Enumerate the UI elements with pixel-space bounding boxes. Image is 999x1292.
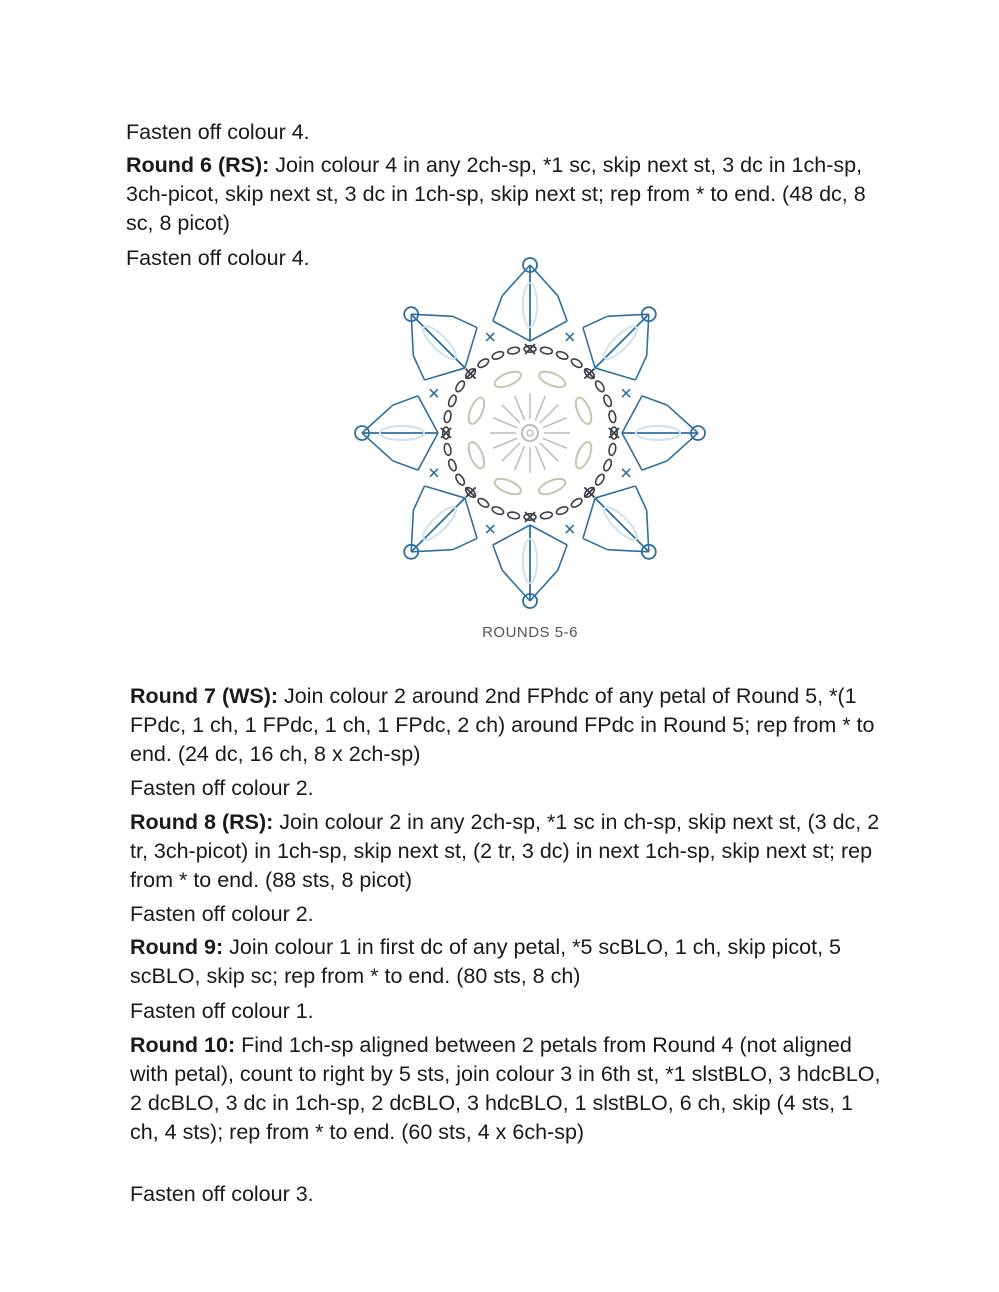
inner-petal: [466, 440, 488, 470]
petal-stitch: [418, 433, 438, 470]
petal-stitch: [622, 396, 642, 433]
round-8-text: Join colour 2 in any 2ch-sp, *1 sc in ch-sp, skip next st, (3 dc, 2 tr, 3ch-picot) in 1ch-sp, skip next st, (2 tr, 3 dc) in next 1ch-sp, skip next st; rep from * to end. (88 sts, 8 picot): [130, 810, 880, 892]
petal-stitch: [583, 538, 607, 549]
petal-stitch: [635, 356, 646, 380]
round-7-label: Round 7 (WS):: [130, 684, 279, 708]
round-8-label: Round 8 (RS):: [130, 810, 274, 834]
petal-spine: [595, 498, 649, 552]
round-6-text: Join colour 4 in any 2ch-sp, *1 sc, skip next st, 3 dc in 1ch-sp, 3ch-picot, skip next st, 3 dc in 1ch-sp, skip next st; rep from * to end. (48 dc, 8 sc, 8 picot): [126, 153, 866, 235]
inner-petal: [466, 396, 488, 426]
chain-stitch: [443, 410, 452, 423]
crochet-chart-svg: [345, 248, 715, 618]
petal-stitch: [453, 316, 477, 327]
valley-sc: [486, 525, 494, 533]
chain-stitch: [608, 410, 617, 423]
round-8-fasten-off: Fasten off colour 2.: [130, 902, 314, 926]
round-10-label: Round 10:: [130, 1033, 236, 1057]
round-7-instructions: [130, 682, 886, 769]
petal-stitch: [493, 296, 502, 321]
inner-spoke: [543, 418, 567, 428]
valley-sc: [566, 333, 574, 341]
valley-sc: [430, 469, 438, 477]
petal-stitch: [493, 321, 530, 341]
round-10-fasten-off: Fasten off colour 3.: [130, 1182, 314, 1206]
petal-stitch: [493, 525, 530, 545]
chain-stitch: [477, 357, 491, 369]
petal-stitch: [595, 486, 635, 498]
valley-sc: [622, 389, 630, 397]
valley-sc: [486, 333, 494, 341]
chain-stitch: [602, 394, 613, 408]
fasten-off-top: Fasten off colour 4.: [126, 120, 310, 144]
chain-stitch: [555, 350, 569, 361]
inner-spoke: [540, 443, 558, 461]
round-8-instructions: [130, 808, 886, 895]
chain-stitch: [570, 497, 584, 509]
chain-stitch: [594, 380, 606, 394]
petal-stitch: [583, 498, 595, 538]
petal-stitch: [583, 316, 607, 327]
round-7-text: Join colour 2 around 2nd FPhdc of any petal of Round 5, *(1 FPdc, 1 ch, 1 FPdc, 1 ch, 1 FPdc, 2 ch) around FPdc in Round 5; rep from * to end. (24 dc, 16 ch, 8 x 2ch-sp): [130, 684, 875, 766]
center-dot: [527, 430, 533, 436]
inner-spoke: [502, 443, 520, 461]
chain-stitch: [507, 346, 520, 355]
chain-stitch: [608, 443, 617, 456]
chain-stitch: [540, 346, 553, 355]
chain-stitch: [443, 443, 452, 456]
chain-stitch: [602, 458, 613, 472]
inner-petal: [573, 440, 595, 470]
inner-spoke: [493, 418, 517, 428]
inner-petal: [493, 476, 523, 498]
petal-stitch: [413, 486, 424, 510]
petal-stitch: [453, 538, 477, 549]
round-9-instructions: [130, 933, 886, 991]
round-9-text: Join colour 1 in first dc of any petal, *5 scBLO, 1 ch, skip picot, 5 scBLO, skip sc; rep from * to end. (80 sts, 8 ch): [130, 935, 841, 988]
petal-stitch: [393, 461, 418, 470]
petal-stitch: [418, 396, 438, 433]
inner-petal: [493, 369, 523, 391]
chain-stitch: [570, 357, 584, 369]
inner-spoke: [535, 396, 545, 420]
round-10-text: Find 1ch-sp aligned between 2 petals from Round 4 (not aligned with petal), count to right by 5 sts, join colour 3 in 6th st, *1 slstBLO, 3 hdcBLO, 2 dcBLO, 3 dc in 1ch-sp, 2 dcBLO, 3 hdcBLO, 1 slstBLO, 6 ch, skip (4 sts, 1 ch, 4 sts); rep from * to end. (60 sts, 4 x 6ch-sp): [130, 1033, 881, 1144]
chain-stitch: [507, 511, 520, 520]
crochet-chart-rounds-5-6: [345, 248, 715, 618]
inner-petal: [537, 476, 567, 498]
petal-stitch: [425, 486, 465, 498]
petal-stitch: [622, 433, 642, 470]
round-6-fasten-off: Fasten off colour 4.: [126, 246, 310, 270]
round-10-instructions: [130, 1031, 886, 1147]
round-9-label: Round 9:: [130, 935, 224, 959]
valley-sc: [430, 389, 438, 397]
chain-stitch: [491, 505, 505, 516]
petal-stitch: [413, 356, 424, 380]
inner-spoke: [515, 396, 525, 420]
chain-stitch: [594, 473, 606, 487]
inner-spoke: [502, 405, 520, 423]
petal-stitch: [465, 328, 477, 368]
chain-stitch: [491, 350, 505, 361]
center-ring: [522, 425, 538, 441]
petal-stitch: [642, 396, 667, 405]
valley-sc: [622, 469, 630, 477]
petal-stitch: [530, 525, 567, 545]
inner-spoke: [535, 446, 545, 470]
chain-stitch: [447, 394, 458, 408]
valley-sc: [566, 525, 574, 533]
round-7-fasten-off: Fasten off colour 2.: [130, 776, 314, 800]
petal-stitch: [583, 328, 595, 368]
petal-stitch: [558, 296, 567, 321]
petal-spine: [411, 498, 465, 552]
inner-spoke: [515, 446, 525, 470]
petal-stitch: [595, 368, 635, 380]
petal-spine: [595, 314, 649, 368]
petal-stitch: [425, 368, 465, 380]
round-6-label: Round 6 (RS):: [126, 153, 270, 177]
inner-spoke: [493, 438, 517, 448]
petal-stitch: [530, 321, 567, 341]
inner-spoke: [540, 405, 558, 423]
petal-stitch: [635, 486, 646, 510]
chain-stitch: [477, 497, 491, 509]
chain-stitch: [555, 505, 569, 516]
petal-spine: [411, 314, 465, 368]
inner-petal: [573, 396, 595, 426]
petal-stitch: [393, 396, 418, 405]
chain-stitch: [447, 458, 458, 472]
chain-stitch: [454, 380, 466, 394]
chart-caption: ROUNDS 5-6: [482, 624, 578, 641]
inner-spoke: [543, 438, 567, 448]
round-6-instructions: [126, 151, 886, 238]
inner-petal: [537, 369, 567, 391]
petal-stitch: [465, 498, 477, 538]
round-9-fasten-off: Fasten off colour 1.: [130, 999, 314, 1023]
petal-stitch: [642, 461, 667, 470]
chain-stitch: [454, 473, 466, 487]
chain-stitch: [540, 511, 553, 520]
petal-stitch: [558, 545, 567, 570]
petal-stitch: [493, 545, 502, 570]
